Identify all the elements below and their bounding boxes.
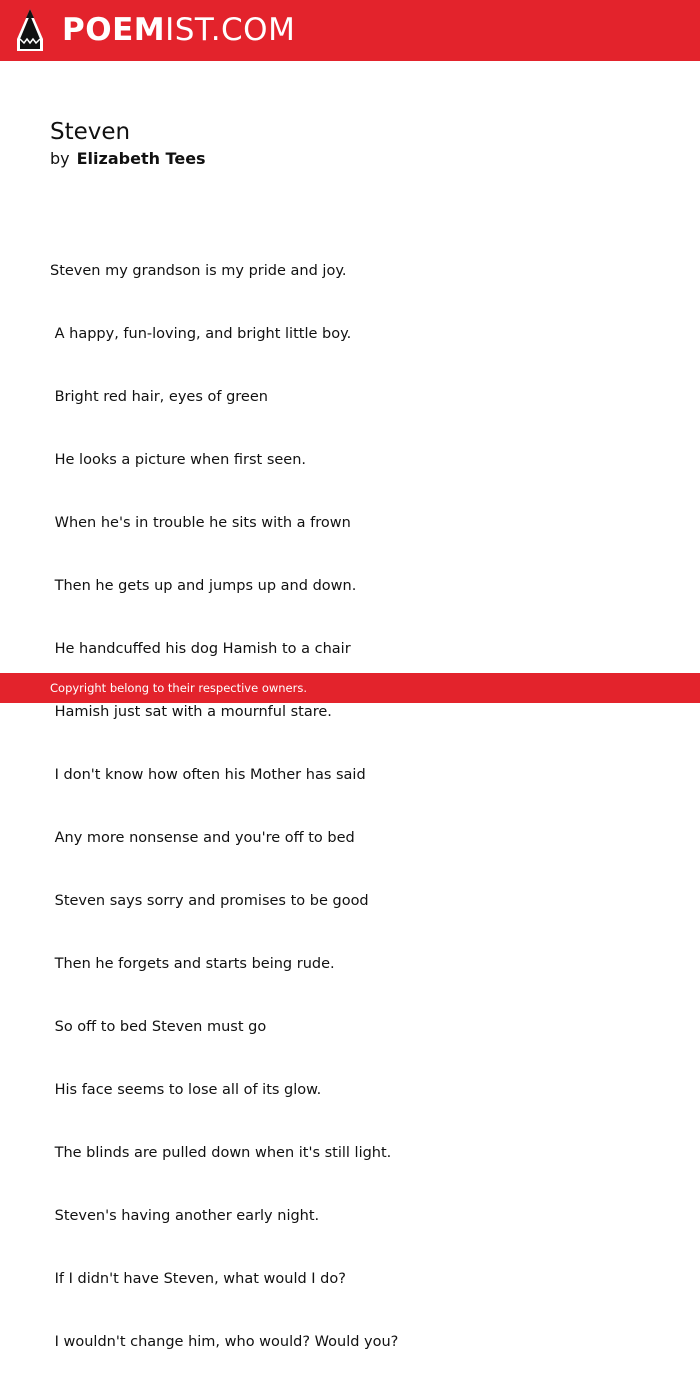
poem-line: He looks a picture when first seen. <box>50 452 307 468</box>
poem-body <box>50 219 398 1374</box>
poem-line: His face seems to lose all of its glow. <box>50 1082 322 1098</box>
poem-line: Steven's having another early night. <box>50 1208 320 1224</box>
poem-line: Steven my grandson is my pride and joy. <box>50 263 347 279</box>
site-logo[interactable] <box>62 11 295 49</box>
poem-line: So off to bed Steven must go <box>50 1019 267 1035</box>
poem-line: Steven says sorry and promises to be good <box>50 893 369 909</box>
poem-line: Then he forgets and starts being rude. <box>50 956 335 972</box>
logo-light-text: IST.COM <box>165 12 296 48</box>
pencil-tip-icon <box>17 9 43 51</box>
site-header <box>0 0 700 61</box>
poem-title: Steven <box>50 119 131 145</box>
poem-line: Bright red hair, eyes of green <box>50 389 268 405</box>
poem-line: If I didn't have Steven, what would I do? <box>50 1271 346 1287</box>
poem-line: A happy, fun-loving, and bright little boy. <box>50 326 352 342</box>
poem-line: Then he gets up and jumps up and down. <box>50 578 357 594</box>
author-name: Elizabeth Tees <box>76 149 206 168</box>
poem-line: The blinds are pulled down when it's still light. <box>50 1145 392 1161</box>
poem-line: I wouldn't change him, who would? Would you? <box>50 1334 399 1350</box>
poem-line: Hamish just sat with a mournful stare. <box>50 704 332 720</box>
poem-line: He handcuffed his dog Hamish to a chair <box>50 641 351 657</box>
byline <box>50 149 206 169</box>
site-footer <box>0 673 700 703</box>
byline-prefix: by <box>50 149 70 168</box>
logo-bold-text: POEM <box>62 12 166 48</box>
poem-line: When he's in trouble he sits with a frown <box>50 515 351 531</box>
copyright-text: Copyright belong to their respective owners. <box>50 681 308 695</box>
poem-line: Any more nonsense and you're off to bed <box>50 830 355 846</box>
poem-line: I don't know how often his Mother has said <box>50 767 366 783</box>
